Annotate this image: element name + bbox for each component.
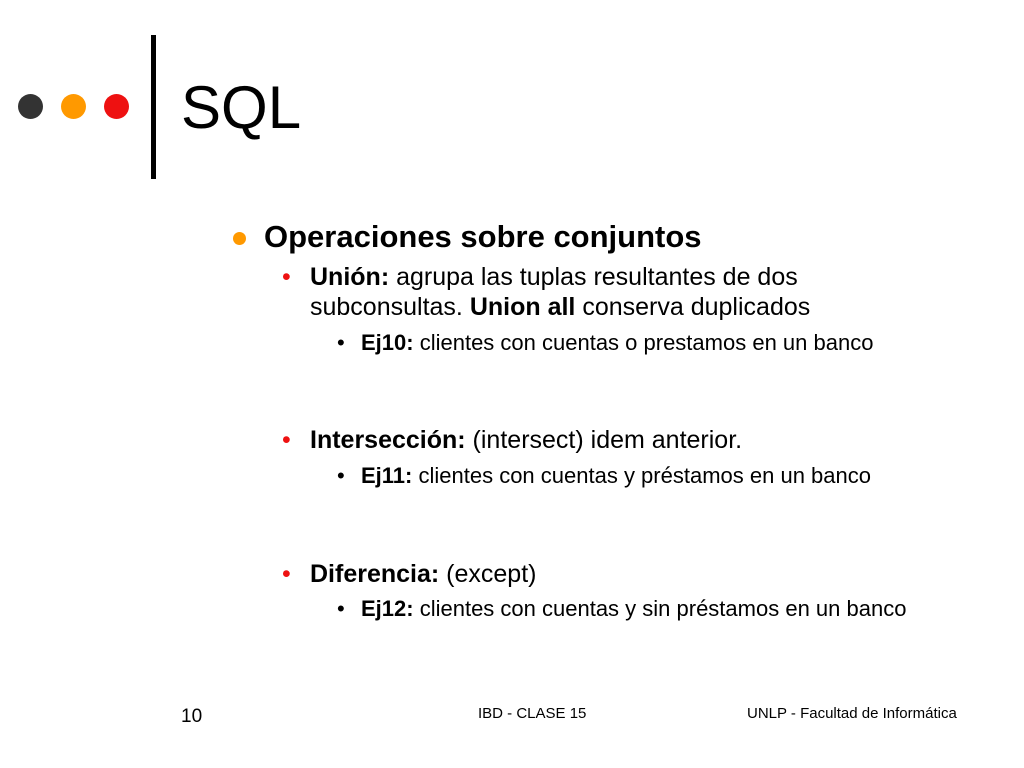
union-item: [310, 262, 910, 322]
footer-institution: UNLP - Facultad de Informática: [747, 705, 957, 722]
intersection-example: [361, 462, 941, 490]
example-text: clientes con cuentas o prestamos en un banco: [413, 330, 874, 355]
difference-text: (except): [439, 560, 537, 588]
union-all-term: Union all: [469, 293, 576, 321]
difference-item: [310, 559, 910, 589]
example-label: Ej11:: [361, 463, 413, 488]
slide-title: SQL: [181, 74, 302, 141]
example-text: clientes con cuentas y préstamos en un banco: [412, 463, 871, 488]
level3-bullet: •: [337, 596, 345, 621]
example-text: clientes con cuentas y sin préstamos en un banco: [413, 596, 907, 621]
decorative-dot-orange: [61, 94, 86, 119]
level2-bullet: •: [282, 263, 291, 291]
union-all-text: conserva duplicados: [575, 293, 811, 321]
difference-term: Diferencia:: [310, 560, 440, 588]
intersection-text: (intersect) idem anterior.: [465, 426, 743, 454]
decorative-dot-dark: [18, 94, 43, 119]
example-label: Ej12:: [361, 596, 414, 621]
union-text: agrupa las tuplas resultantes de dos subconsultas.: [310, 263, 798, 321]
level3-bullet: •: [337, 330, 345, 355]
intersection-item: [310, 425, 910, 455]
heading-operaciones: Operaciones sobre conjuntos: [264, 219, 702, 254]
example-label: Ej10:: [361, 330, 414, 355]
level2-bullet: •: [282, 426, 291, 454]
difference-example: [361, 595, 941, 623]
decorative-dot-red: [104, 94, 129, 119]
union-example: [361, 329, 941, 357]
footer-course: IBD - CLASE 15: [478, 705, 587, 722]
level3-bullet: •: [337, 463, 345, 488]
level1-bullet: [233, 232, 246, 245]
page-number: 10: [181, 706, 203, 727]
level2-bullet: •: [282, 560, 291, 588]
intersection-term: Intersección:: [310, 426, 466, 454]
title-divider: [151, 35, 156, 179]
union-term: Unión:: [310, 263, 390, 291]
